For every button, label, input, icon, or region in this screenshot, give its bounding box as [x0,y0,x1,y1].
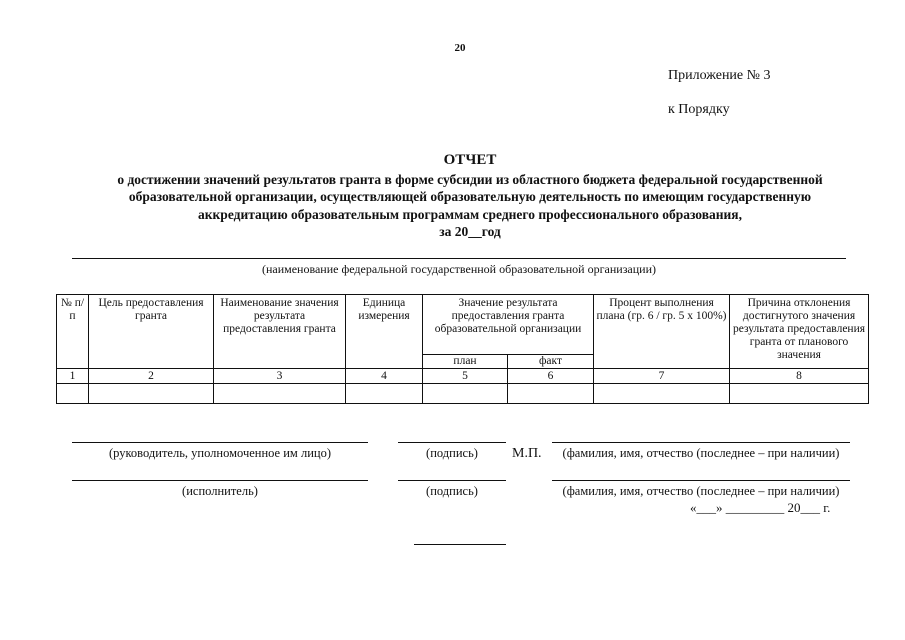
empty-cell [594,384,730,404]
column-number: 2 [89,369,214,384]
appendix-subtitle: к Порядку [668,102,730,117]
header-fact: факт [508,355,594,369]
signature-line [398,442,506,443]
column-number-row [57,369,869,384]
report-table [56,294,869,404]
signature-line [398,480,506,481]
column-number: 6 [508,369,594,384]
empty-cell [508,384,594,404]
signature-caption: (подпись) [426,446,478,460]
fio-line [552,480,850,481]
empty-cell [214,384,346,404]
header-result-name: Наименование значения результата предоставления гранта [214,295,346,369]
executor-signature-line [72,480,368,481]
empty-cell [346,384,423,404]
page-number: 20 [454,42,466,54]
org-name-underline [72,258,846,259]
column-number: 1 [57,369,89,384]
head-caption: (руководитель, уполномоченное им лицо) [109,446,331,460]
header-goal: Цель предоставления гранта [89,295,214,369]
column-number: 3 [214,369,346,384]
empty-cell [89,384,214,404]
column-number: 5 [423,369,508,384]
table-row [57,384,869,404]
header-percent: Процент выполнения плана (гр. 6 / гр. 5 х 100%) [594,295,730,369]
org-name-caption: (наименование федеральной государственной образовательной организации) [261,262,657,276]
head-signature-line [72,442,368,443]
stamp-label: М.П. [512,446,542,461]
header-unit: Единица измерения [346,295,423,369]
empty-cell [423,384,508,404]
column-number: 8 [730,369,869,384]
report-year-line: за 20__год [439,224,501,239]
column-number: 4 [346,369,423,384]
report-title-line-2: образовательной организации, осуществляющей образовательную деятельность по имеющим государственную [128,189,812,204]
report-title-line-1: о достижении значений результатов гранта в форме субсидии из областного бюджета федеральной государственной [117,171,823,187]
report-title-block [40,152,900,241]
bottom-separator-line [414,544,506,545]
report-title: ОТЧЕТ [443,152,497,168]
fio-caption: (фамилия, имя, отчество (последнее – при наличии) [562,484,840,498]
empty-cell [57,384,89,404]
report-title-line-3: аккредитацию образовательным программам среднего профессионального образования, [198,206,742,222]
header-plan: план [423,355,508,369]
executor-caption: (исполнитель) [182,484,258,498]
header-result-value: Значение результата предоставления гранта образовательной организации [423,295,594,355]
header-deviation-reason: Причина отклонения достигнутого значения результата предоставления гранта от планового значения [730,295,869,369]
fio-line [552,442,850,443]
header-num: № п/п [57,295,89,369]
date-field: «___» _________ 20___ г. [690,500,831,515]
empty-cell [730,384,869,404]
fio-caption: (фамилия, имя, отчество (последнее – при наличии) [562,446,840,460]
column-number: 7 [594,369,730,384]
signature-caption: (подпись) [426,484,478,498]
appendix-title: Приложение № 3 [668,68,771,83]
